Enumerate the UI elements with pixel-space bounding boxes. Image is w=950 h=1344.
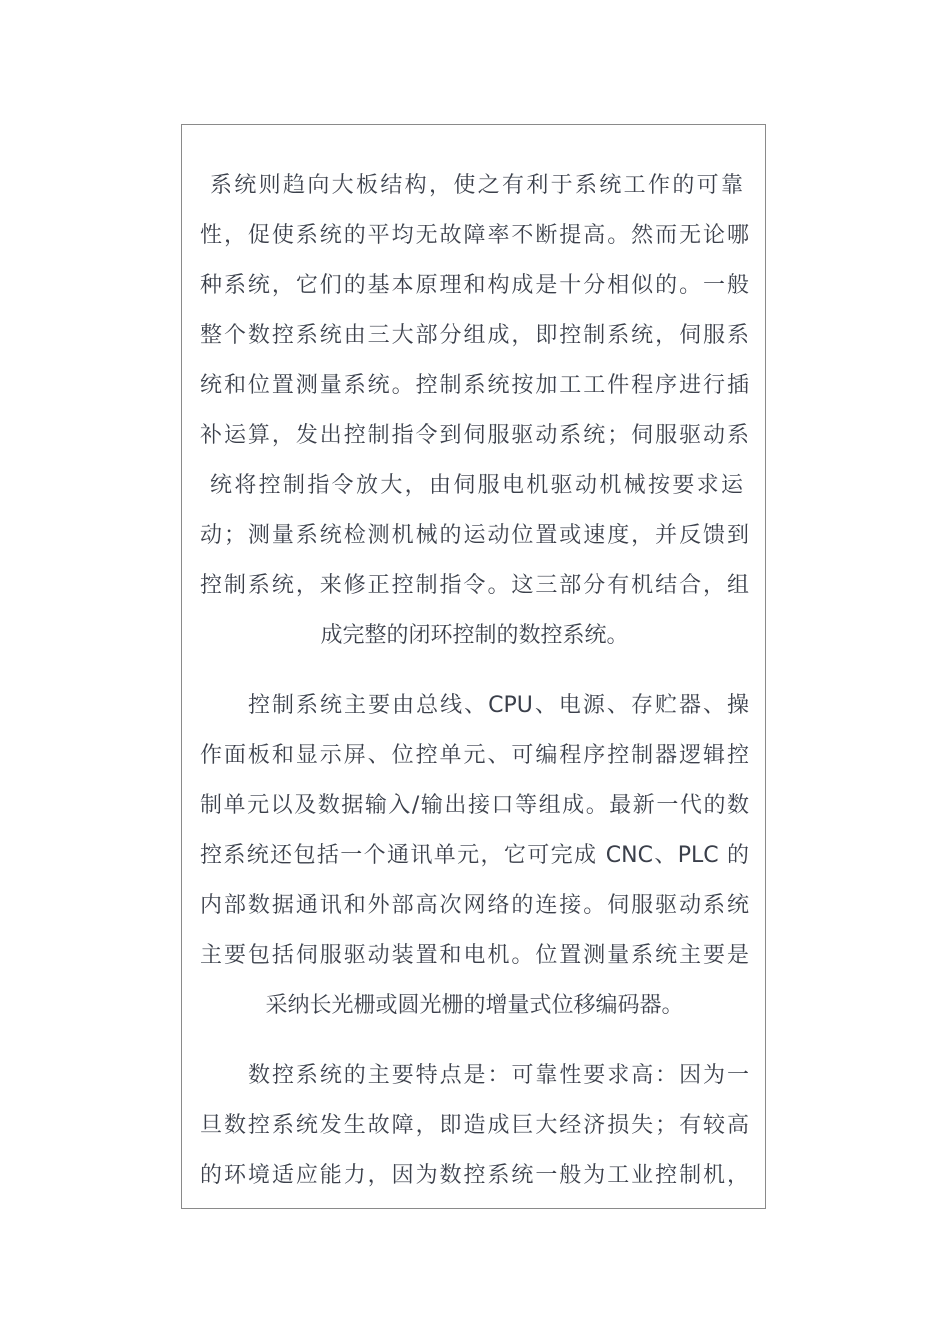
paragraph-2-line-2: 作面板和显示屏、位控单元、可编程序控制器逻辑控 <box>200 743 749 768</box>
paragraph-2-line-3: 制单元以及数据输入/输出接口等组成。最新一代的数 <box>200 793 749 818</box>
paragraph-3-line-1: 数控系统的主要特点是：可靠性要求高：因为一 <box>248 1063 749 1088</box>
paragraph-1-line-3: 种系统，它们的基本原理和构成是十分相似的。一般 <box>200 273 749 298</box>
paragraph-2-line-1: 控制系统主要由总线、CPU、电源、存贮器、操 <box>248 693 749 718</box>
paragraph-2-line-5: 内部数据通讯和外部高次网络的连接。伺服驱动系统 <box>200 893 749 918</box>
paragraph-2-line-7: 采纳长光栅或圆光栅的增量式位移编码器。 <box>265 993 684 1018</box>
paragraph-1-line-10: 成完整的闭环控制的数控系统。 <box>320 623 629 648</box>
paragraph-1-line-2: 性，促使系统的平均无故障率不断提高。然而无论哪 <box>200 223 749 248</box>
page-frame <box>181 124 766 1209</box>
paragraph-1-line-8: 动；测量系统检测机械的运动位置或速度，并反馈到 <box>200 523 749 548</box>
paragraph-1-line-9: 控制系统，来修正控制指令。这三部分有机结合，组 <box>200 573 749 598</box>
paragraph-2-line-6: 主要包括伺服驱动装置和电机。位置测量系统主要是 <box>200 943 749 968</box>
paragraph-1-line-1: 系统则趋向大板结构，使之有利于系统工作的可靠 <box>210 173 743 198</box>
paragraph-1-line-5: 统和位置测量系统。控制系统按加工工件程序进行插 <box>200 373 749 398</box>
paragraph-1-line-6: 补运算，发出控制指令到伺服驱动系统；伺服驱动系 <box>200 423 749 448</box>
paragraph-1-line-4: 整个数控系统由三大部分组成，即控制系统，伺服系 <box>200 323 749 348</box>
paragraph-2-line-4: 控系统还包括一个通讯单元，它可完成 CNC、PLC 的 <box>200 843 749 868</box>
paragraph-3-line-3: 的环境适应能力，因为数控系统一般为工业控制机， <box>200 1163 749 1188</box>
paragraph-3-line-2: 旦数控系统发生故障，即造成巨大经济损失；有较高 <box>200 1113 749 1138</box>
paragraph-1-line-7: 统将控制指令放大，由伺服电机驱动机械按要求运 <box>210 473 743 498</box>
